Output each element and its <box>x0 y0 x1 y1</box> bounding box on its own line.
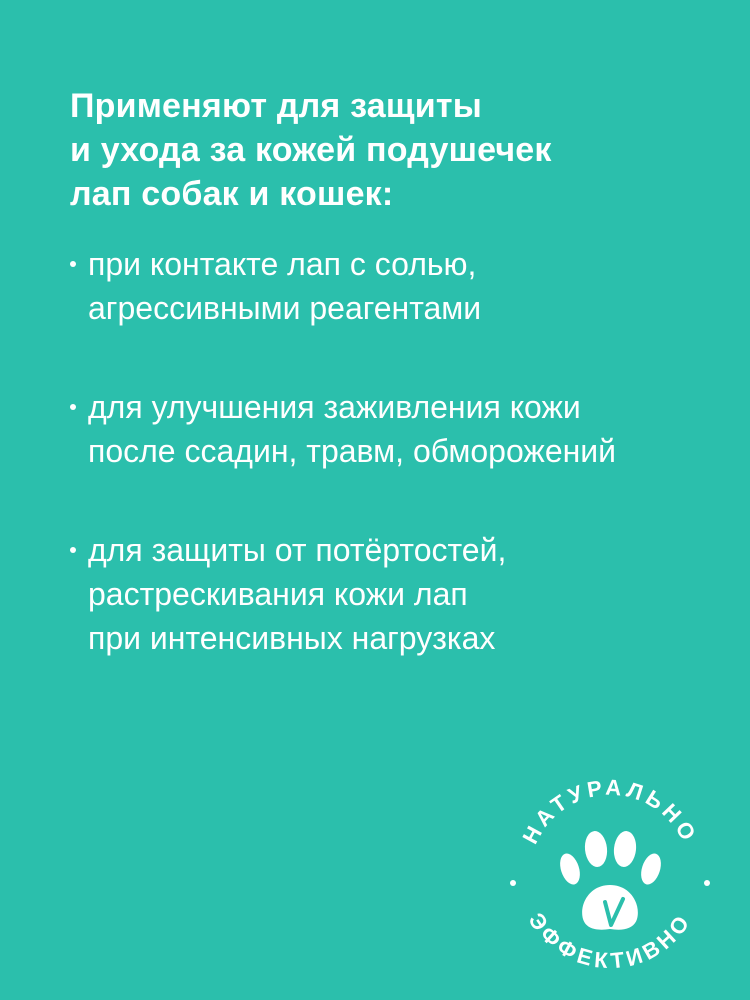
use-item-text: при контакте лап с солью, <box>88 246 477 282</box>
page-heading <box>70 84 552 216</box>
paw-print-icon <box>556 830 664 930</box>
use-item-text: для улучшения заживления кожи <box>88 389 581 425</box>
badge-dot-left <box>510 880 516 886</box>
use-item-text: растрескивания кожи лап <box>88 576 468 612</box>
heading-line: лап собак и кошек: <box>70 175 394 213</box>
bullet-icon <box>70 261 76 267</box>
badge-top-text: НАТУРАЛЬНО <box>517 774 703 848</box>
badge-bottom-text: ЭФФЕКТИВНО <box>523 908 697 974</box>
use-item-text: агрессивными реагентами <box>88 290 482 326</box>
use-item-protection <box>70 528 616 660</box>
bullet-icon <box>70 547 76 553</box>
uses-list <box>70 242 616 715</box>
use-item-salt <box>70 242 616 330</box>
use-item-text: при интенсивных нагрузках <box>88 620 496 656</box>
bullet-icon <box>70 404 76 410</box>
badge-dot-right <box>704 880 710 886</box>
use-item-text: для защиты от потёртостей, <box>88 532 507 568</box>
heading-line: и ухода за кожей подушечек <box>70 131 552 169</box>
natural-effective-badge <box>495 757 725 987</box>
badge-graphic <box>495 757 725 987</box>
use-item-text: после ссадин, травм, обморожений <box>88 433 617 469</box>
heading-line: Применяют для защиты <box>70 87 482 125</box>
use-item-healing <box>70 385 616 473</box>
